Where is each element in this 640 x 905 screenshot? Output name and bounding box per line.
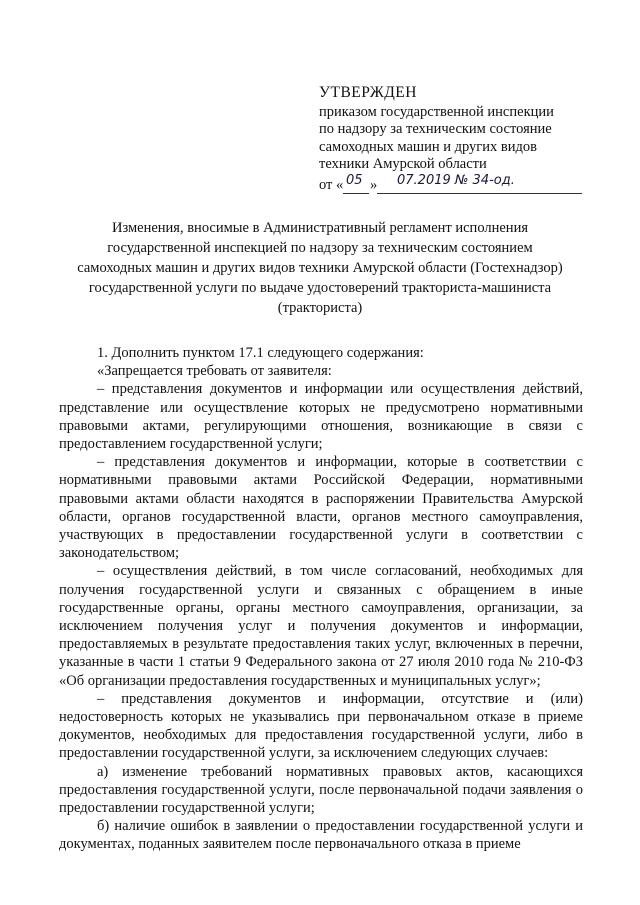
approval-heading: УТВЕРЖДЕН	[319, 84, 417, 101]
body-paragraph: – представления документов и информации или осуществления действий, представление или осуществление которых не предусмотрено нормативными правовыми актами, регулирующими отношения, возникающие в связи с предоставлением государственной услуги;	[59, 381, 583, 453]
title-line: Изменения, вносимые в Административный регламент исполнения	[111, 220, 529, 236]
approval-block	[319, 84, 599, 195]
body-paragraph: б) наличие ошибок в заявлении о предоставлении государственной услуги и документах, поданных заявителем после первоначального отказа в приеме	[59, 818, 583, 853]
title-line: (тракториста)	[277, 300, 363, 316]
document-body	[59, 344, 583, 854]
handwritten-day: 05	[346, 172, 363, 188]
close-quote: »	[370, 176, 378, 193]
body-paragraph: 1. Дополнить пунктом 17.1 следующего содержания:	[97, 345, 424, 361]
approval-date-line	[319, 172, 599, 195]
body-paragraph: а) изменение требований нормативных правовых актов, касающихся предоставления государственной услуги, после первоначальной подачи заявления о предоставлении государственной услуги;	[59, 763, 583, 817]
document-title	[60, 218, 580, 318]
handwritten-date-number: 07.2019 № 34-од.	[397, 172, 515, 188]
approval-line: по надзору за техническим состояние	[319, 121, 552, 137]
approval-line: самоходных машин и других видов	[319, 138, 537, 155]
body-paragraph: – представления документов и информации, которые в соответствии с нормативными правовыми актами Российской Федерации, нормативными правовыми актами области находятся в распоряжении Правительства Амурской области, органов государственной власти, органов местного самоуправления, участвующих в предоставлении государственной услуги в соответствии с законодательством;	[59, 454, 583, 562]
date-underline	[343, 193, 369, 194]
approval-line: техники Амурской области	[319, 156, 487, 172]
body-paragraph: «Запрещается требовать от заявителя:	[97, 363, 332, 380]
approval-line: приказом государственной инспекции	[319, 103, 554, 120]
date-prefix: от	[319, 176, 333, 193]
number-underline	[377, 193, 582, 194]
title-line: государственной инспекцией по надзору за техническим состоянием	[107, 240, 533, 256]
body-paragraph: – представления документов и информации, отсутствие и (или) недостоверность которых не указывались при первоначальном отказе в приеме документов, необходимых для предоставления государственной услуги, либо в предоставлении государственной услуги, за исключением следующих случаев:	[59, 690, 583, 762]
title-line: государственной услуги по выдаче удостоверений тракториста-машиниста	[88, 280, 552, 296]
body-paragraph: – осуществления действий, в том числе согласований, необходимых для получения государственной услуги и связанных с обращением в иные государственные органы, органы местного самоуправления, организации, за исключением получения услуг и получения документов и информации, предоставляемых в результате предоставления таких услуг, включенных в перечни, указанные в части 1 статьи 9 Федерального закона от 27 июля 2010 года № 210-ФЗ «Об организации предоставления государственных и муниципальных услуг»;	[59, 563, 583, 689]
open-quote: «	[336, 176, 344, 193]
title-line: самоходных машин и других видов техники Амурской области (Гостехнадзор)	[77, 260, 563, 276]
